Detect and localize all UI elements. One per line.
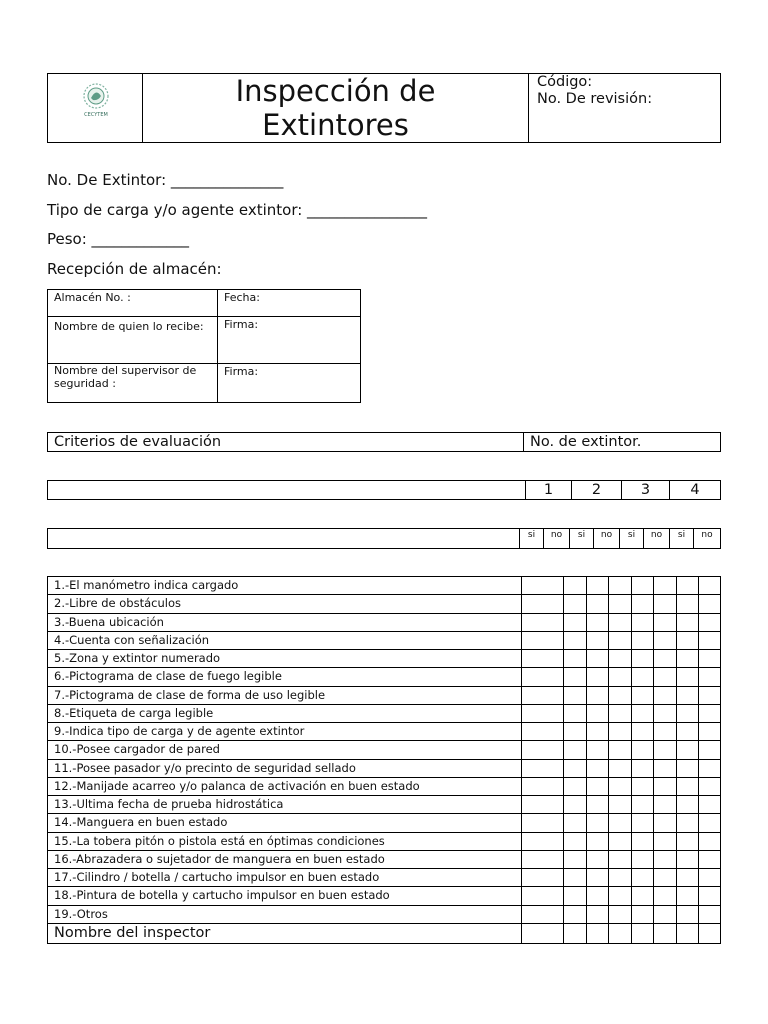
check-cell[interactable] xyxy=(654,631,677,649)
check-cell[interactable] xyxy=(609,650,632,668)
check-cell[interactable] xyxy=(587,741,609,759)
check-cell[interactable] xyxy=(587,850,609,868)
checklist-item: 5.-Zona y extintor numerado xyxy=(48,650,522,668)
si-no-blank-cell xyxy=(48,529,520,549)
check-cell[interactable] xyxy=(654,759,677,777)
check-cell[interactable] xyxy=(699,777,721,795)
check-cell[interactable] xyxy=(654,923,677,943)
extintor-number-3: 3 xyxy=(622,481,670,500)
no-label-3: no xyxy=(644,529,670,549)
check-cell[interactable] xyxy=(609,796,632,814)
checklist-item: 1.-El manómetro indica cargado xyxy=(48,577,522,595)
check-cell[interactable] xyxy=(699,759,721,777)
check-cell[interactable] xyxy=(677,686,699,704)
check-cell[interactable] xyxy=(522,905,564,923)
check-cell[interactable] xyxy=(654,723,677,741)
check-cell[interactable] xyxy=(654,869,677,887)
checklist-row xyxy=(48,650,721,668)
checklist-item: 9.-Indica tipo de carga y de agente extintor xyxy=(48,723,522,741)
check-cell[interactable] xyxy=(609,595,632,613)
check-cell[interactable] xyxy=(609,613,632,631)
checklist-row xyxy=(48,723,721,741)
check-cell[interactable] xyxy=(609,869,632,887)
check-cell[interactable] xyxy=(677,741,699,759)
check-cell[interactable] xyxy=(587,577,609,595)
check-cell[interactable] xyxy=(609,704,632,722)
check-cell[interactable] xyxy=(699,668,721,686)
weight-field[interactable]: Peso: _____________ xyxy=(47,230,190,248)
checklist-row xyxy=(48,777,721,795)
check-cell[interactable] xyxy=(587,650,609,668)
checklist-row xyxy=(48,595,721,613)
checklist-item: 13.-Ultima fecha de prueba hidrostática xyxy=(48,796,522,814)
no-label-4: no xyxy=(694,529,721,549)
check-cell[interactable] xyxy=(564,832,587,850)
check-cell[interactable] xyxy=(677,869,699,887)
title-line-2: Extintores xyxy=(262,108,409,142)
check-cell[interactable] xyxy=(654,595,677,613)
checklist-item: 12.-Manijade acarreo y/o palanca de activación en buen estado xyxy=(48,777,522,795)
check-cell[interactable] xyxy=(632,759,654,777)
check-cell[interactable] xyxy=(522,777,564,795)
extintor-numbers-row xyxy=(47,480,721,500)
check-cell[interactable] xyxy=(699,613,721,631)
charge-type-field[interactable]: Tipo de carga y/o agente extintor: ________________ xyxy=(47,201,428,219)
reception-table xyxy=(47,289,361,403)
checklist-row xyxy=(48,850,721,868)
check-cell[interactable] xyxy=(654,796,677,814)
check-cell[interactable] xyxy=(522,923,564,943)
title-line-1: Inspección de xyxy=(235,74,436,108)
check-cell[interactable] xyxy=(587,869,609,887)
check-cell[interactable] xyxy=(654,686,677,704)
check-cell[interactable] xyxy=(564,723,587,741)
check-cell[interactable] xyxy=(632,704,654,722)
check-cell[interactable] xyxy=(632,668,654,686)
no-label-1: no xyxy=(544,529,570,549)
checklist-item: 19.-Otros xyxy=(48,905,522,923)
check-cell[interactable] xyxy=(677,850,699,868)
check-cell[interactable] xyxy=(522,686,564,704)
no-label-2: no xyxy=(594,529,620,549)
check-cell[interactable] xyxy=(609,887,632,905)
check-cell[interactable] xyxy=(587,832,609,850)
check-cell[interactable] xyxy=(564,595,587,613)
check-cell[interactable] xyxy=(564,668,587,686)
checklist-item: 6.-Pictograma de clase de fuego legible xyxy=(48,668,522,686)
check-cell[interactable] xyxy=(564,887,587,905)
check-cell[interactable] xyxy=(699,796,721,814)
document-meta xyxy=(528,73,721,143)
check-cell[interactable] xyxy=(609,686,632,704)
check-cell[interactable] xyxy=(699,850,721,868)
check-cell[interactable] xyxy=(654,741,677,759)
checklist-row xyxy=(48,631,721,649)
check-cell[interactable] xyxy=(699,650,721,668)
check-cell[interactable] xyxy=(522,577,564,595)
checklist-row xyxy=(48,759,721,777)
check-cell[interactable] xyxy=(699,832,721,850)
checklist-row xyxy=(48,577,721,595)
extintor-number-2: 2 xyxy=(572,481,622,500)
check-cell[interactable] xyxy=(587,777,609,795)
check-cell[interactable] xyxy=(699,905,721,923)
check-cell[interactable] xyxy=(587,631,609,649)
checklist-row xyxy=(48,741,721,759)
checklist-row xyxy=(48,704,721,722)
checklist-row xyxy=(48,887,721,905)
check-cell[interactable] xyxy=(699,595,721,613)
extintor-number-1: 1 xyxy=(526,481,572,500)
check-cell[interactable] xyxy=(632,723,654,741)
check-cell[interactable] xyxy=(609,850,632,868)
check-cell[interactable] xyxy=(522,595,564,613)
check-cell[interactable] xyxy=(699,869,721,887)
check-cell[interactable] xyxy=(677,796,699,814)
extintor-number-4: 4 xyxy=(670,481,721,500)
check-cell[interactable] xyxy=(632,796,654,814)
check-cell[interactable] xyxy=(564,869,587,887)
check-cell[interactable] xyxy=(522,613,564,631)
check-cell[interactable] xyxy=(699,704,721,722)
check-cell[interactable] xyxy=(677,905,699,923)
check-cell[interactable] xyxy=(609,905,632,923)
check-cell[interactable] xyxy=(677,704,699,722)
checklist-row xyxy=(48,668,721,686)
check-cell[interactable] xyxy=(587,887,609,905)
checklist-row xyxy=(48,814,721,832)
check-cell[interactable] xyxy=(564,704,587,722)
check-cell[interactable] xyxy=(699,887,721,905)
revision-label: No. De revisión: xyxy=(537,91,653,107)
check-cell[interactable] xyxy=(609,741,632,759)
check-cell[interactable] xyxy=(632,650,654,668)
document-title xyxy=(142,73,529,143)
checklist-item: 15.-La tobera pitón o pistola está en óptimas condiciones xyxy=(48,832,522,850)
check-cell[interactable] xyxy=(609,777,632,795)
check-cell[interactable] xyxy=(587,923,609,943)
checklist-item: 10.-Posee cargador de pared xyxy=(48,741,522,759)
check-cell[interactable] xyxy=(654,777,677,795)
check-cell[interactable] xyxy=(522,869,564,887)
numbers-blank-cell xyxy=(48,481,526,500)
check-cell[interactable] xyxy=(654,668,677,686)
check-cell[interactable] xyxy=(699,723,721,741)
check-cell[interactable] xyxy=(522,650,564,668)
check-cell[interactable] xyxy=(677,777,699,795)
check-cell[interactable] xyxy=(564,777,587,795)
check-cell[interactable] xyxy=(564,850,587,868)
check-cell[interactable] xyxy=(564,923,587,943)
check-cell[interactable] xyxy=(522,832,564,850)
check-cell[interactable] xyxy=(677,887,699,905)
checklist-item: 7.-Pictograma de clase de forma de uso legible xyxy=(48,686,522,704)
check-cell[interactable] xyxy=(654,650,677,668)
check-cell[interactable] xyxy=(677,613,699,631)
checklist-table xyxy=(47,576,721,944)
check-cell[interactable] xyxy=(522,704,564,722)
check-cell[interactable] xyxy=(522,723,564,741)
inspector-name-label: Nombre del inspector xyxy=(48,923,522,943)
check-cell[interactable] xyxy=(632,741,654,759)
check-cell[interactable] xyxy=(609,923,632,943)
logo-wordmark: CECYTEM xyxy=(84,112,108,118)
si-label-3: si xyxy=(620,529,644,549)
si-no-row xyxy=(47,528,721,549)
criteria-header xyxy=(47,432,721,452)
check-cell[interactable] xyxy=(522,631,564,649)
check-cell[interactable] xyxy=(632,613,654,631)
check-cell[interactable] xyxy=(699,631,721,649)
check-cell[interactable] xyxy=(522,814,564,832)
check-cell[interactable] xyxy=(609,814,632,832)
check-cell[interactable] xyxy=(587,686,609,704)
check-cell[interactable] xyxy=(632,923,654,943)
checklist-item: 16.-Abrazadera o sujetador de manguera en buen estado xyxy=(48,850,522,868)
checklist-item: 11.-Posee pasador y/o precinto de seguridad sellado xyxy=(48,759,522,777)
check-cell[interactable] xyxy=(522,850,564,868)
check-cell[interactable] xyxy=(522,668,564,686)
checklist-item: 2.-Libre de obstáculos xyxy=(48,595,522,613)
check-cell[interactable] xyxy=(632,631,654,649)
supervisor-signature-cell[interactable]: Firma: xyxy=(218,364,361,403)
check-cell[interactable] xyxy=(632,814,654,832)
check-cell[interactable] xyxy=(677,650,699,668)
check-cell[interactable] xyxy=(632,577,654,595)
check-cell[interactable] xyxy=(609,631,632,649)
receiver-signature-cell[interactable]: Firma: xyxy=(218,317,361,364)
check-cell[interactable] xyxy=(677,832,699,850)
check-cell[interactable] xyxy=(632,595,654,613)
check-cell[interactable] xyxy=(522,741,564,759)
check-cell[interactable] xyxy=(699,814,721,832)
inspector-row xyxy=(48,923,721,943)
check-cell[interactable] xyxy=(587,595,609,613)
check-cell[interactable] xyxy=(632,887,654,905)
check-cell[interactable] xyxy=(699,686,721,704)
logo-cell xyxy=(47,73,143,143)
check-cell[interactable] xyxy=(587,613,609,631)
check-cell[interactable] xyxy=(677,668,699,686)
check-cell[interactable] xyxy=(587,814,609,832)
checklist-item: 8.-Etiqueta de carga legible xyxy=(48,704,522,722)
code-label: Código: xyxy=(537,74,593,90)
check-cell[interactable] xyxy=(587,668,609,686)
check-cell[interactable] xyxy=(654,704,677,722)
check-cell[interactable] xyxy=(564,686,587,704)
checklist-item: 14.-Manguera en buen estado xyxy=(48,814,522,832)
criteria-label: Criterios de evaluación xyxy=(48,433,524,452)
checklist-row xyxy=(48,796,721,814)
check-cell[interactable] xyxy=(587,723,609,741)
checklist-item: 18.-Pintura de botella y cartucho impulsor en buen estado xyxy=(48,887,522,905)
check-cell[interactable] xyxy=(564,650,587,668)
check-cell[interactable] xyxy=(609,832,632,850)
check-cell[interactable] xyxy=(677,577,699,595)
check-cell[interactable] xyxy=(564,759,587,777)
checklist-item: 4.-Cuenta con señalización xyxy=(48,631,522,649)
check-cell[interactable] xyxy=(677,631,699,649)
check-cell[interactable] xyxy=(699,577,721,595)
check-cell[interactable] xyxy=(632,905,654,923)
check-cell[interactable] xyxy=(654,850,677,868)
check-cell[interactable] xyxy=(522,887,564,905)
supervisor-name-cell[interactable]: Nombre del supervisor de seguridad : xyxy=(48,364,218,403)
check-cell[interactable] xyxy=(654,905,677,923)
checklist-item: 17.-Cilindro / botella / cartucho impulsor en buen estado xyxy=(48,869,522,887)
check-cell[interactable] xyxy=(609,723,632,741)
extintor-no-label: No. de extintor. xyxy=(524,433,721,452)
check-cell[interactable] xyxy=(677,595,699,613)
check-cell[interactable] xyxy=(677,723,699,741)
check-cell[interactable] xyxy=(609,577,632,595)
checklist-row xyxy=(48,905,721,923)
check-cell[interactable] xyxy=(632,832,654,850)
check-cell[interactable] xyxy=(632,850,654,868)
date-cell[interactable]: Fecha: xyxy=(218,290,361,317)
receiver-name-cell[interactable]: Nombre de quien lo recibe: xyxy=(48,317,218,364)
si-label-4: si xyxy=(670,529,694,549)
checklist-row xyxy=(48,869,721,887)
check-cell[interactable] xyxy=(632,777,654,795)
check-cell[interactable] xyxy=(564,631,587,649)
check-cell[interactable] xyxy=(564,814,587,832)
check-cell[interactable] xyxy=(699,923,721,943)
check-cell[interactable] xyxy=(587,905,609,923)
check-cell[interactable] xyxy=(609,668,632,686)
check-cell[interactable] xyxy=(699,741,721,759)
school-logo xyxy=(48,74,142,142)
check-cell[interactable] xyxy=(677,923,699,943)
check-cell[interactable] xyxy=(654,577,677,595)
check-cell[interactable] xyxy=(564,741,587,759)
checklist-row xyxy=(48,686,721,704)
check-cell[interactable] xyxy=(522,759,564,777)
reception-heading: Recepción de almacén: xyxy=(47,260,222,278)
check-cell[interactable] xyxy=(654,613,677,631)
check-cell[interactable] xyxy=(654,814,677,832)
check-cell[interactable] xyxy=(632,686,654,704)
check-cell[interactable] xyxy=(654,887,677,905)
check-cell[interactable] xyxy=(522,796,564,814)
check-cell[interactable] xyxy=(564,796,587,814)
check-cell[interactable] xyxy=(677,759,699,777)
checklist-row xyxy=(48,832,721,850)
check-cell[interactable] xyxy=(587,704,609,722)
checklist-item: 3.-Buena ubicación xyxy=(48,613,522,631)
check-cell[interactable] xyxy=(564,613,587,631)
checklist-row xyxy=(48,613,721,631)
check-cell[interactable] xyxy=(587,759,609,777)
check-cell[interactable] xyxy=(632,869,654,887)
check-cell[interactable] xyxy=(587,796,609,814)
warehouse-no-cell[interactable]: Almacén No. : xyxy=(48,290,218,317)
check-cell[interactable] xyxy=(564,905,587,923)
check-cell[interactable] xyxy=(654,832,677,850)
extintor-number-field[interactable]: No. De Extintor: _______________ xyxy=(47,171,284,189)
check-cell[interactable] xyxy=(609,759,632,777)
check-cell[interactable] xyxy=(564,577,587,595)
check-cell[interactable] xyxy=(677,814,699,832)
si-label-2: si xyxy=(570,529,594,549)
si-label-1: si xyxy=(520,529,544,549)
